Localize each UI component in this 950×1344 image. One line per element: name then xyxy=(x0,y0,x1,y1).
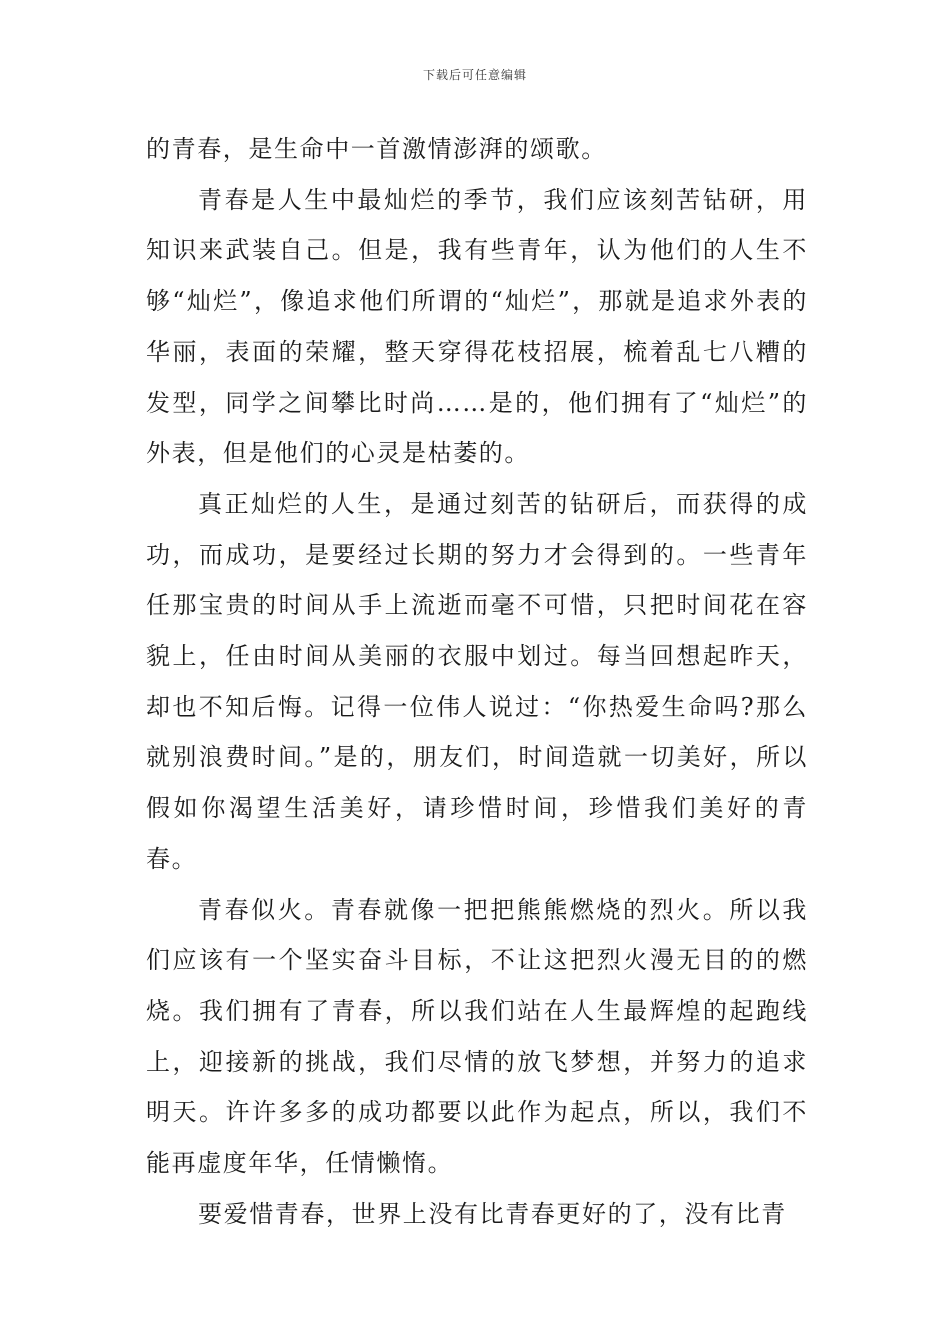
document-body xyxy=(146,124,808,1239)
paragraph: 要爱惜青春，世界上没有比青春更好的了，没有比青 xyxy=(198,1199,787,1228)
paragraph: 真正灿烂的人生，是通过刻苦的钻研后，而获得的成功，而成功，是要经过长期的努力才会得到的。一些青年任那宝贵的时间从手上流逝而毫不可惜，只把时间花在容貌上，任由时间从美丽的衣服中划过。每当回想起昨天，却也不知后悔。记得一位伟人说过：“你热爱生命吗?那么就别浪费时间。”是的，朋友们，时间造就一切美好，所以假如你渴望生活美好，请珍惜时间，珍惜我们美好的青春。 xyxy=(146,489,808,873)
paragraph-continuation: 的青春，是生命中一首激情澎湃的颂歌。 xyxy=(146,135,607,163)
paragraph: 青春似火。青春就像一把把熊熊燃烧的烈火。所以我们应该有一个坚实奋斗目标，不让这把烈火漫无目的的燃烧。我们拥有了青春，所以我们站在人生最辉煌的起跑线上，迎接新的挑战，我们尽情的放飞梦想，并努力的追求明天。许许多多的成功都要以此作为起点，所以，我们不能再虚度年华，任情懒惰。 xyxy=(146,895,808,1178)
paragraph: 青春是人生中最灿烂的季节，我们应该刻苦钻研，用知识来武装自己。但是，我有些青年，认为他们的人生不够“灿烂”，像追求他们所谓的“灿烂”，那就是追求外表的华丽，表面的荣耀，整天穿得花枝招展，梳着乱七八糟的发型，同学之间攀比时尚……是的，他们拥有了“灿烂”的外表，但是他们的心灵是枯萎的。 xyxy=(146,185,808,468)
header-note: 下载后可任意编辑 xyxy=(422,68,527,82)
